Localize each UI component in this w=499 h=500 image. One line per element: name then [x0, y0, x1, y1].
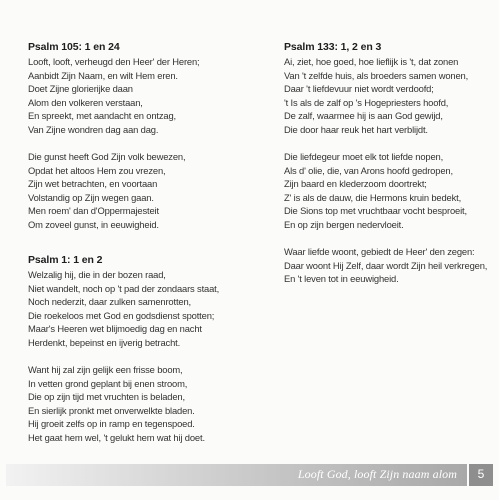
psalm-1 — [28, 253, 260, 444]
verse-line: Looft, looft, verheugd den Heer' der Heren; — [28, 56, 200, 67]
stanza — [284, 55, 494, 136]
left-column — [28, 40, 260, 444]
verse-line: Van Zijne wondren dag aan dag. — [28, 123, 159, 135]
verse-line: Opdat het altoos Hem zou vrezen, — [28, 164, 166, 176]
verse-line: En sierlijk pronkt met onverwelkte bladen. — [28, 404, 195, 416]
verse-line: Maar's Heeren wet blijmoedig dag en nacht — [28, 323, 202, 334]
verse-line: Alom den volkeren verstaan, — [28, 96, 143, 108]
verse-line: Daar 't liefdevuur niet wordt verdoofd; — [284, 83, 434, 94]
verse-line: Hij groeit zelfs op in ramp en tegenspoed. — [28, 418, 195, 429]
verse-line: Om zoveel gunst, in eeuwigheid. — [28, 218, 159, 230]
verse-line: 't Is als de zalf op 's Hogepriesters hoofd, — [284, 96, 449, 108]
verse-line: Die door haar reuk het hart verblijdt. — [284, 123, 428, 135]
footer-title: Looft God, looft Zijn naam alom — [297, 467, 457, 481]
verse-line: Die roekeloos met God en godsdienst spotten; — [28, 309, 215, 321]
verse-line: Daar woont Hij Zelf, daar wordt Zijn heil verkregen, — [284, 259, 488, 271]
verse-line: Aanbidt Zijn Naam, en wilt Hem eren. — [28, 69, 178, 81]
verse-line: Niet wandelt, noch op 't pad der zondaars staat, — [28, 282, 220, 294]
stanza — [28, 55, 260, 136]
verse-line: Herdenkt, bepeinst en ijverig betracht. — [28, 336, 181, 348]
verse-line: Want hij zal zijn gelijk een frisse boom, — [28, 364, 183, 375]
page-number-box — [469, 464, 493, 486]
verse-line: Noch nederzit, daar zulken samenrotten, — [28, 296, 191, 307]
verse-line: Die liefdegeur moet elk tot liefde nopen, — [284, 151, 444, 162]
verse-line: De zalf, waarmee hij is aan God gewijd, — [284, 110, 443, 121]
psalm-133 — [284, 40, 494, 286]
verse-line: Het gaat hem wel, 't gelukt hem wat hij doet. — [28, 431, 205, 443]
footer-banner — [6, 464, 467, 486]
stanza — [284, 150, 494, 231]
psalm-title: Psalm 1: 1 en 2 — [28, 254, 103, 266]
verse-line: Men roem' dan d'Oppermajesteit — [28, 205, 159, 216]
verse-line: Welzalig hij, die in der bozen raad, — [28, 269, 166, 280]
verse-line: Van 't zelfde huis, als broeders samen wonen, — [284, 69, 469, 81]
verse-line: Zijn wet betrachten, en voortaan — [28, 178, 158, 189]
verse-line: Z' is als de dauw, die Hermons kruin bedekt, — [284, 191, 462, 203]
stanza — [28, 268, 260, 349]
stanza — [284, 245, 494, 286]
verse-line: Ai, ziet, hoe goed, hoe lieflijk is 't, dat zonen — [284, 56, 459, 67]
verse-line: En 't leven tot in eeuwigheid. — [284, 273, 399, 284]
verse-line: Doet Zijne glorierijke daan — [28, 83, 133, 94]
verse-line: Die Sions top met vruchtbaar vocht besproeit, — [284, 205, 467, 216]
psalm-title: Psalm 105: 1 en 24 — [28, 41, 120, 53]
psalm-title: Psalm 133: 1, 2 en 3 — [284, 41, 382, 53]
stanza — [28, 363, 260, 444]
verse-line: Zijn baard en klederzoom doortrekt; — [284, 178, 427, 189]
psalm-105 — [28, 40, 260, 231]
right-column — [284, 40, 494, 286]
verse-line: Volstandig op Zijn wegen gaan. — [28, 191, 154, 203]
verse-line: En op zijn bergen nedervloeit. — [284, 218, 404, 230]
verse-line: Die op zijn tijd met vruchten is beladen, — [28, 391, 185, 402]
verse-line: Als d' olie, die, van Arons hoofd gedropen, — [284, 164, 453, 176]
verse-line: In vetten grond geplant bij enen stroom, — [28, 377, 188, 389]
verse-line: Die gunst heeft God Zijn volk bewezen, — [28, 151, 186, 162]
page-number: 5 — [477, 467, 485, 481]
verse-line: Waar liefde woont, gebiedt de Heer' den zegen: — [284, 246, 475, 257]
verse-line: En spreekt, met aandacht en ontzag, — [28, 110, 176, 121]
stanza — [28, 150, 260, 231]
